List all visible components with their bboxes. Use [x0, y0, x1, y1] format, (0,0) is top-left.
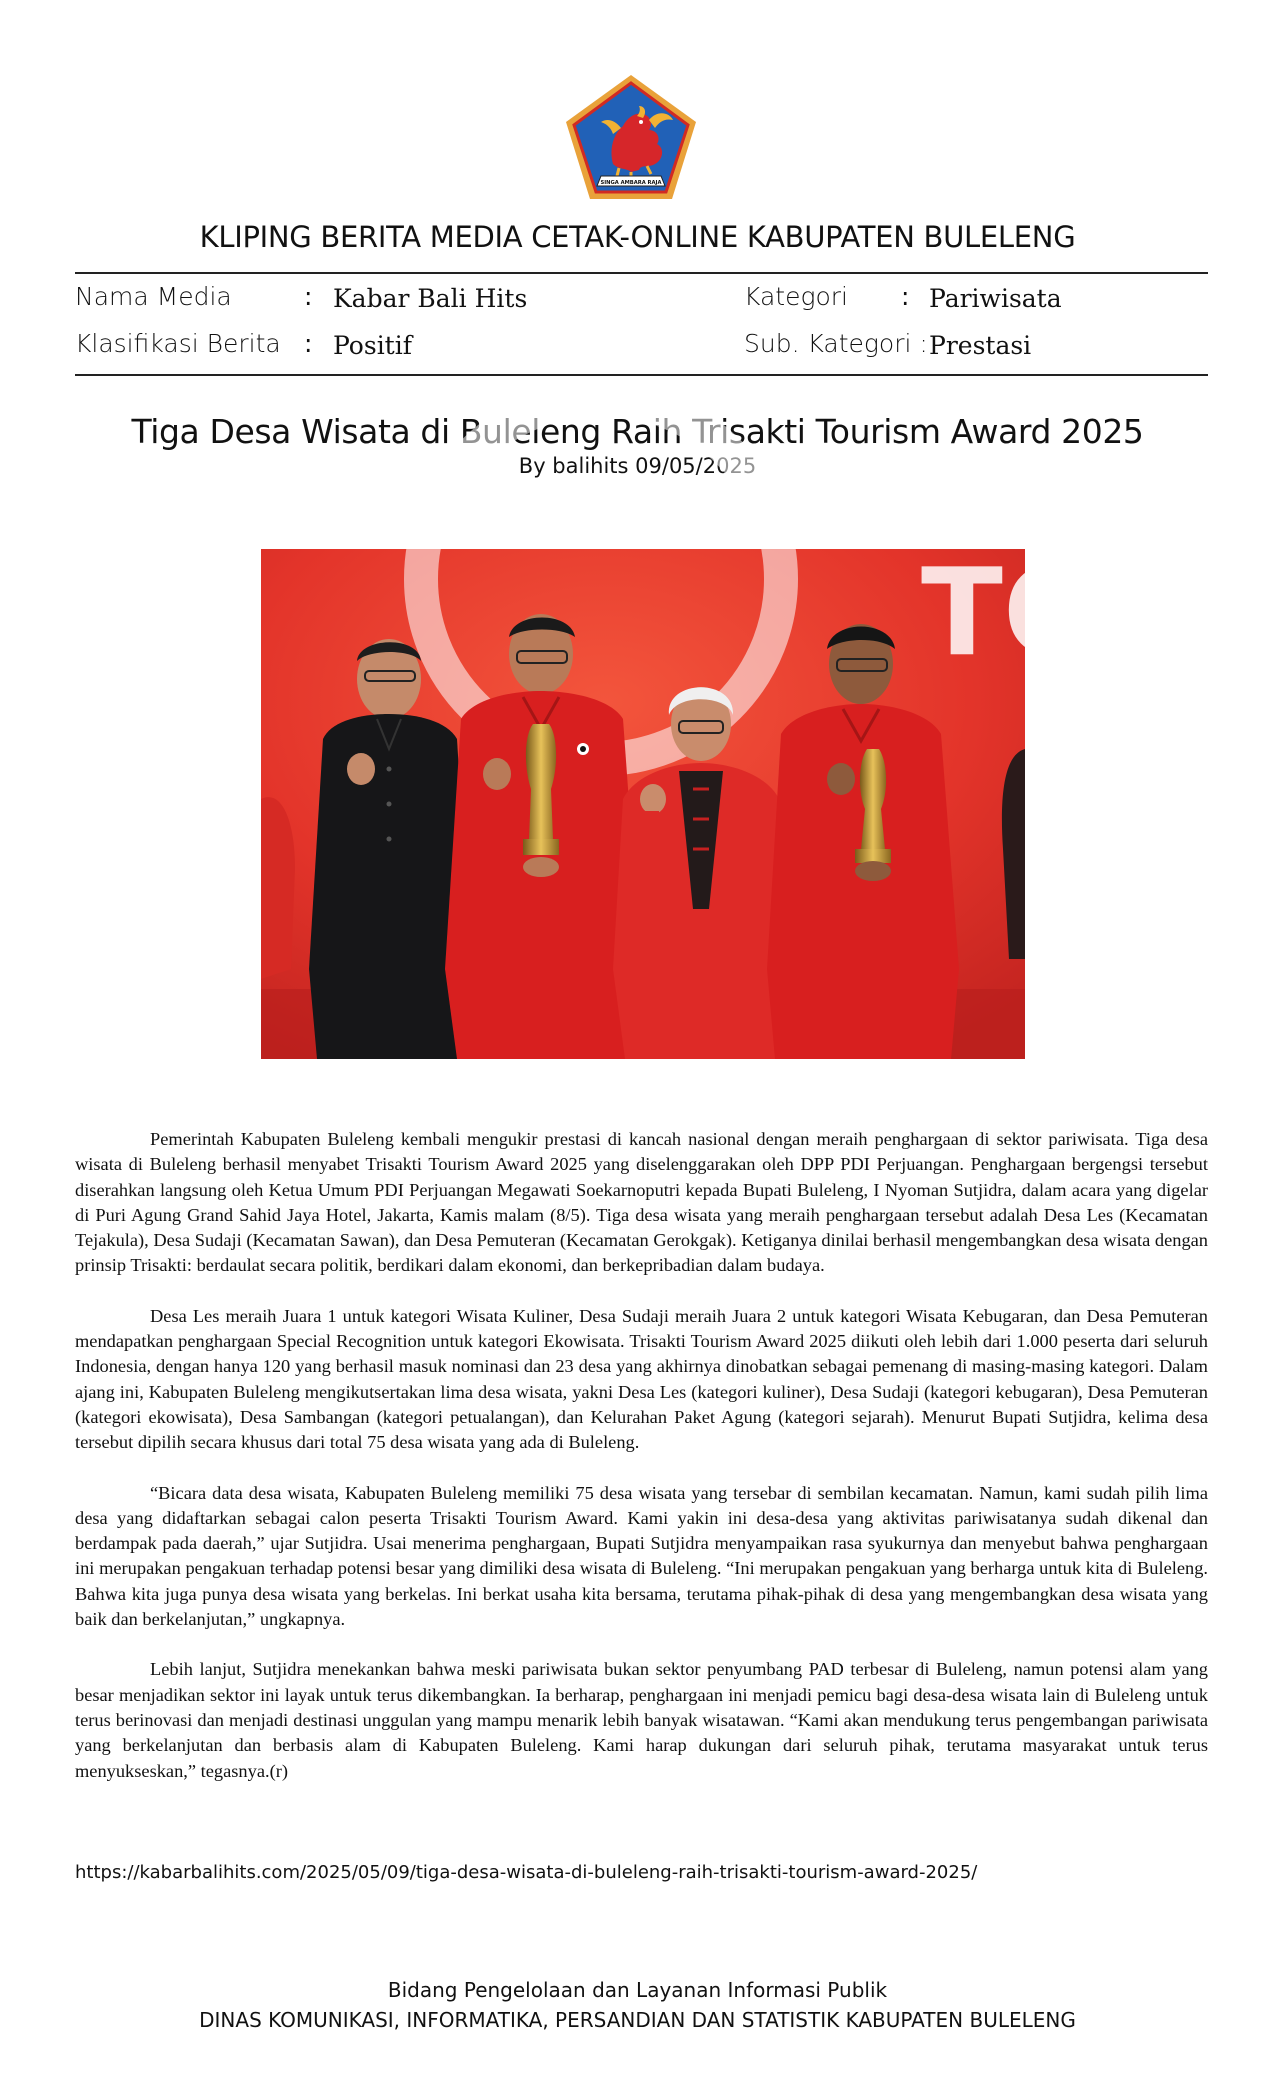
divider-bottom — [75, 374, 1208, 376]
nama-media-value: Kabar Bali Hits — [333, 284, 528, 313]
article-headline: Tiga Desa Wisata di Buleleng Raih Trisakti Tourism Award 2025 — [131, 412, 1144, 451]
clipping-title: KLIPING BERITA MEDIA CETAK-ONLINE KABUPATEN BULELENG — [199, 220, 1076, 254]
kategori-label: Kategori — [744, 282, 848, 311]
colon: : — [901, 282, 910, 311]
article-paragraph: Pemerintah Kabupaten Buleleng kembali mengukir prestasi di kancah nasional dengan meraih penghargaan di sektor pariwisata. Tiga desa wisata di Buleleng berhasil menyabet Trisakti Tourism Award 2025 yang diselenggarakan oleh DPP PDI Perjuangan. Penghargaan bergengsi tersebut diserahkan langsung oleh Ketua Umum PDI Perjuangan Megawati Soekarnoputri kepada Bupati Buleleng, I Nyoman Sutjidra, dalam acara yang digelar di Puri Agung Grand Sahid Jaya Hotel, Jakarta, Kamis malam (8/5). Tiga desa wisata yang meraih penghargaan tersebut adalah Desa Les (Kecamatan Tejakula), Desa Sudaji (Kecamatan Sawan), dan Desa Pemuteran (Kecamatan Gerokgak). Ketiganya dinilai berhasil mengembangkan desa wisata dengan prinsip Trisakti: berdaulat secara politik, berdikari dalam ekonomi, dan berkepribadian dalam budaya. — [75, 1129, 1208, 1276]
colon: : — [304, 282, 313, 311]
klasifikasi-value: Positif — [333, 331, 412, 360]
article-body — [75, 1127, 1208, 1809]
kategori-value: Pariwisata — [929, 284, 1062, 313]
sub-kategori-label: Sub. Kategori : — [744, 329, 928, 358]
article-paragraph: Desa Les meraih Juara 1 untuk kategori Wisata Kuliner, Desa Sudaji meraih Juara 2 untuk kategori Wisata Kebugaran, dan Desa Pemuteran mendapatkan penghargaan Special Recognition untuk kategori Ekowisata. Trisakti Tourism Award 2025 diikuti oleh lebih dari 1.000 peserta dari seluruh Indonesia, dengan hanya 120 yang berhasil masuk nominasi dan 23 desa yang akhirnya dinobatkan sebagai pemenang di masing-masing kategori. Dalam ajang ini, Kabupaten Buleleng mengikutsertakan lima desa wisata, yakni Desa Les (kategori kuliner), Desa Sudaji (kategori kebugaran), Desa Pemuteran (kategori ekowisata), Desa Sambangan (kategori petualangan), dan Kelurahan Paket Agung (kategori sejarah). Menurut Bupati Sutjidra, kelima desa tersebut dipilih secara khusus dari total 75 desa wisata yang ada di Buleleng. — [75, 1305, 1208, 1453]
article-byline: By balihits 09/05/2025 — [518, 454, 757, 478]
svg-text:SINGA AMBARA RAJA: SINGA AMBARA RAJA — [600, 180, 662, 186]
source-url-link[interactable]: https://kabarbalihits.com/2025/05/09/tiga-desa-wisata-di-buleleng-raih-trisakti-tourism-award-2025/ — [75, 1862, 978, 1883]
colon: : — [304, 329, 313, 358]
kabupaten-emblem-logo — [561, 72, 701, 202]
klasifikasi-label: Klasifikasi Berita — [75, 329, 281, 358]
footer-agency: DINAS KOMUNIKASI, INFORMATIKA, PERSANDIAN DAN STATISTIK KABUPATEN BULELENG — [199, 2008, 1076, 2032]
article-paragraph: “Bicara data desa wisata, Kabupaten Buleleng memiliki 75 desa wisata yang tersebar di sembilan kecamatan. Namun, kami sudah pilih lima desa yang didaftarkan sebagai calon peserta Trisakti Tourism Award. Kami yakin ini desa-desa yang aktivitas pariwisatanya sudah dikenal dan berdampak pada daerah,” ujar Sutjidra. Usai menerima penghargaan, Bupati Sutjidra menyampaikan rasa syukurnya dan menyebut bahwa penghargaan ini merupakan pengakuan terhadap potensi besar yang dimiliki desa wisata di Buleleng. “Ini merupakan pengakuan yang berharga untuk kita di Buleleng. Bahwa kita juga punya desa wisata yang berkelas. Ini berkat usaha kita bersama, terutama pihak-pihak di desa yang mengembangkan desa wisata yang baik dan berkelanjutan,” ungkapnya. — [75, 1482, 1208, 1630]
backdrop-text: TO — [921, 544, 1105, 683]
award-ceremony-photo — [261, 544, 1105, 1059]
sub-kategori-value: Prestasi — [929, 331, 1032, 360]
divider-top — [75, 272, 1208, 274]
footer-division: Bidang Pengelolaan dan Layanan Informasi Publik — [387, 1978, 888, 2002]
article-paragraph: Lebih lanjut, Sutjidra menekankan bahwa meski pariwisata bukan sektor penyumbang PAD terbesar di Buleleng, namun potensi alam yang besar menjadikan sektor ini layak untuk terus dikembangkan. Ia berharap, penghargaan ini menjadi pemicu bagi desa-desa wisata lain di Buleleng untuk terus berinovasi dan menjadi destinasi unggulan yang mampu menarik lebih banyak wisatawan. “Kami akan mendukung terus pengembangan pariwisata yang berkelanjutan dan berbasis alam di Kabupaten Buleleng. Kami harap dukungan dari seluruh pihak, terutama masyarakat untuk terus menyukseskan,” tegasnya.(r) — [75, 1659, 1208, 1781]
nama-media-label: Nama Media — [75, 282, 232, 311]
